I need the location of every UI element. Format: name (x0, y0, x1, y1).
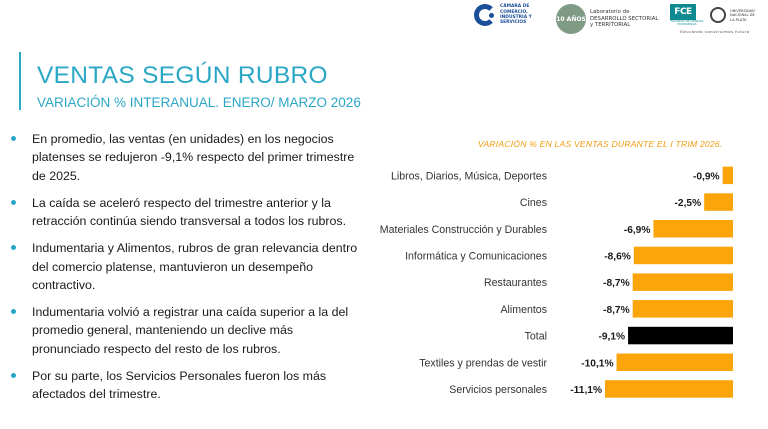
value-label: -8,7% (603, 278, 630, 290)
value-label: -6,9% (623, 224, 651, 236)
bar-7 (617, 354, 733, 372)
category-label: Cines (519, 197, 547, 210)
category-label: Materiales Construcción y Durables (379, 223, 547, 236)
unlp-logo-text: UNIVERSIDAD NACIONAL DE LA PLATA (730, 8, 755, 22)
page-subtitle: VARIACIÓN % INTERANUAL. ENERO/ MARZO 2026 (37, 95, 361, 110)
title-accent-bar (19, 52, 21, 110)
page-title: VENTAS SEGÚN RUBRO (37, 62, 328, 89)
bullet-dot-icon (11, 245, 16, 250)
bullet-text: La caída se aceleró respecto del trimestre anterior y la retracción continúa siendo transversal a todos los rubros. (32, 195, 347, 229)
fce-tagline: Educando construimos futuro (680, 28, 750, 34)
category-label: Informática y Comunicaciones (405, 250, 547, 263)
camara-comercio-logo (474, 4, 546, 26)
category-label: Restaurantes (483, 277, 547, 290)
ldst-logo-text: Laboratorio de DESARROLLO SECTORIAL y TERRITORIAL (590, 9, 659, 29)
value-label: -0,9% (692, 171, 720, 183)
category-label: Servicios personales (449, 383, 547, 396)
category-label: Alimentos (500, 303, 547, 316)
value-label: -8,7% (603, 304, 630, 316)
bullet-dot-icon (11, 136, 16, 141)
bar-1 (704, 193, 733, 211)
bullet-item (10, 303, 362, 358)
value-label: -9,1% (598, 331, 626, 343)
bullet-list (10, 130, 362, 412)
bullet-dot-icon (11, 309, 16, 314)
bar-3 (634, 247, 733, 265)
bar-6 (628, 327, 733, 345)
bullet-item (10, 130, 362, 185)
value-label: -2,5% (674, 198, 702, 210)
bar-0 (723, 167, 733, 185)
fce-logo-subtext: FACULTAD DE CIENCIAS ECONÓMICAS (670, 19, 704, 27)
chart-title: VARIACIÓN % EN LAS VENTAS DURANTE EL I TRIM 2026. (478, 139, 723, 149)
bar-5 (633, 300, 733, 318)
fce-logo-icon: FCE (670, 4, 696, 20)
bullet-text: Indumentaria volvió a registrar una caída superior a la del promedio general, manteniendo un declive más pronunciado respecto del resto de los rubros. (32, 305, 349, 356)
bullet-item (10, 239, 362, 294)
value-label: -10,1% (581, 358, 614, 370)
category-label: Total (524, 330, 547, 343)
bar-4 (633, 273, 733, 291)
camara-logo-text: CÁMARA DE COMERCIO, INDUSTRIA Y SERVICIOS (500, 4, 532, 26)
unlp-seal-icon (710, 7, 726, 23)
bullet-dot-icon (11, 200, 16, 205)
ldst-logo (556, 4, 660, 34)
category-label: Textiles y prendas de vestir (419, 357, 547, 370)
bar-chart (365, 157, 760, 405)
value-label: -8,6% (604, 251, 631, 263)
camara-logo-icon (474, 4, 496, 26)
bullet-item (10, 194, 362, 231)
bullet-dot-icon (11, 373, 16, 378)
ldst-logo-icon: 10 AÑOS (556, 4, 586, 34)
value-label: -11,1% (570, 384, 602, 396)
bullet-item (10, 367, 362, 404)
fce-unlp-logo (670, 4, 760, 34)
bullet-text: Por su parte, los Servicios Personales fueron los más afectados del trimestre. (32, 368, 327, 402)
bar-8 (605, 380, 733, 398)
bar-2 (653, 220, 733, 238)
header-logos (474, 4, 760, 42)
bullet-text: En promedio, las ventas (en unidades) en los negocios platenses se redujeron -9,1% respecto del primer trimestre de 2025. (32, 132, 355, 183)
bullet-text: Indumentaria y Alimentos, rubros de gran relevancia dentro del comercio platense, mantuvieron un desempeño contractivo. (32, 241, 358, 293)
category-label: Libros, Diarios, Música, Deportes (390, 170, 547, 183)
